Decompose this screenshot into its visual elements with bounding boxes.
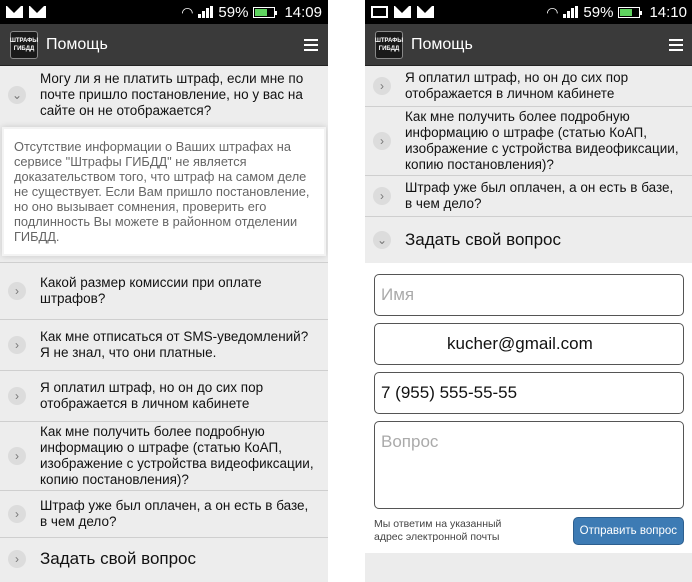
faq-item[interactable]	[0, 422, 328, 491]
question-form	[365, 263, 692, 553]
mail-icon	[29, 6, 46, 18]
faq-question: Как мне отписаться от SMS-уведомлений? Я не знал, что они платные.	[40, 329, 309, 360]
chevron-right-icon: ›	[8, 550, 26, 568]
clock: 14:10	[649, 3, 687, 21]
faq-item[interactable]	[0, 262, 328, 320]
faq-answer: Отсутствие информации о Ваших штрафах на сервисе "Штрафы ГИБДД" не является доказательством того, что штраф на самом деле не существует. Если Вам пришло постановление, но оно вызывает сомнения, проверить его подлинность Вы можете в районном отделении ГИБДД.	[2, 127, 326, 256]
image-icon	[371, 6, 388, 18]
faq-item[interactable]	[365, 66, 692, 107]
ask-question-toggle[interactable]	[365, 217, 692, 263]
faq-question: Штраф уже был оплачен, а он есть в базе, в чем дело?	[405, 180, 674, 211]
chevron-right-icon: ›	[8, 336, 26, 354]
ask-question-label: Задать свой вопрос	[40, 549, 197, 568]
faq-question: Могу ли я не платить штраф, если мне по почте пришло постановление, но у вас на сайте он не отображается?	[40, 71, 304, 118]
chevron-right-icon: ›	[8, 505, 26, 523]
faq-item[interactable]	[0, 320, 328, 371]
name-field[interactable]: Имя	[374, 274, 684, 316]
phone-field[interactable]: 7 (955) 555-55-55	[374, 372, 684, 414]
app-bar	[0, 24, 328, 66]
status-bar	[0, 0, 328, 24]
chevron-right-icon: ›	[8, 387, 26, 405]
battery-icon	[253, 7, 275, 18]
app-logo[interactable]: ШТРАФЫ ГИБДД	[10, 31, 38, 59]
chevron-right-icon: ›	[373, 132, 391, 150]
faq-question: Как мне получить более подробную информацию о штрафе (статью КоАП, изображение с устройства видеофиксации, копию постановления)?	[40, 424, 314, 487]
chevron-down-icon: ⌄	[8, 86, 26, 104]
wifi-icon: ◠	[181, 3, 194, 20]
faq-question: Штраф уже был оплачен, а он есть в базе, в чем дело?	[40, 498, 309, 529]
status-bar	[365, 0, 692, 24]
email-field[interactable]: kucher@gmail.com	[374, 323, 684, 365]
faq-item[interactable]	[365, 107, 692, 176]
chevron-right-icon: ›	[373, 187, 391, 205]
page-title: Помощь	[411, 35, 473, 53]
hamburger-menu-icon[interactable]	[669, 39, 683, 51]
wifi-icon: ◠	[546, 3, 559, 20]
mail-icon	[6, 6, 23, 18]
ask-question-label: Задать свой вопрос	[405, 230, 562, 249]
faq-item[interactable]	[0, 371, 328, 422]
signal-icon	[198, 6, 213, 18]
signal-icon	[563, 6, 578, 18]
mail-icon	[417, 6, 434, 18]
faq-item[interactable]	[365, 176, 692, 217]
chevron-right-icon: ›	[8, 282, 26, 300]
screen-left	[0, 0, 328, 582]
question-textarea[interactable]: Вопрос	[374, 421, 684, 509]
app-logo[interactable]: ШТРАФЫ ГИБДД	[375, 31, 403, 59]
faq-item[interactable]	[0, 491, 328, 538]
faq-question: Как мне получить более подробную информацию о штрафе (статью КоАП, изображение с устройства видеофиксации, копию постановления)?	[405, 109, 679, 172]
mail-icon	[394, 6, 411, 18]
faq-item-open[interactable]	[0, 66, 328, 125]
chevron-right-icon: ›	[373, 77, 391, 95]
battery-percent: 59%	[218, 3, 249, 21]
battery-icon	[618, 7, 640, 18]
chevron-right-icon: ›	[8, 447, 26, 465]
chevron-down-icon: ⌄	[373, 231, 391, 249]
page-title: Помощь	[46, 35, 108, 53]
faq-question: Я оплатил штраф, но он до сих пор отображается в личном кабинете	[40, 380, 264, 411]
faq-question: Я оплатил штраф, но он до сих пор отображается в личном кабинете	[405, 70, 629, 101]
send-question-button[interactable]: Отправить вопрос	[573, 517, 684, 545]
ask-question-toggle[interactable]	[0, 538, 328, 580]
faq-question: Какой размер комиссии при оплате штрафов?	[40, 275, 262, 306]
screen-right	[365, 0, 692, 582]
reply-note: Мы ответим на указанный адрес электронной почты	[374, 518, 502, 543]
app-bar	[365, 24, 692, 66]
clock: 14:09	[284, 3, 322, 21]
hamburger-menu-icon[interactable]	[304, 39, 318, 51]
battery-percent: 59%	[583, 3, 614, 21]
